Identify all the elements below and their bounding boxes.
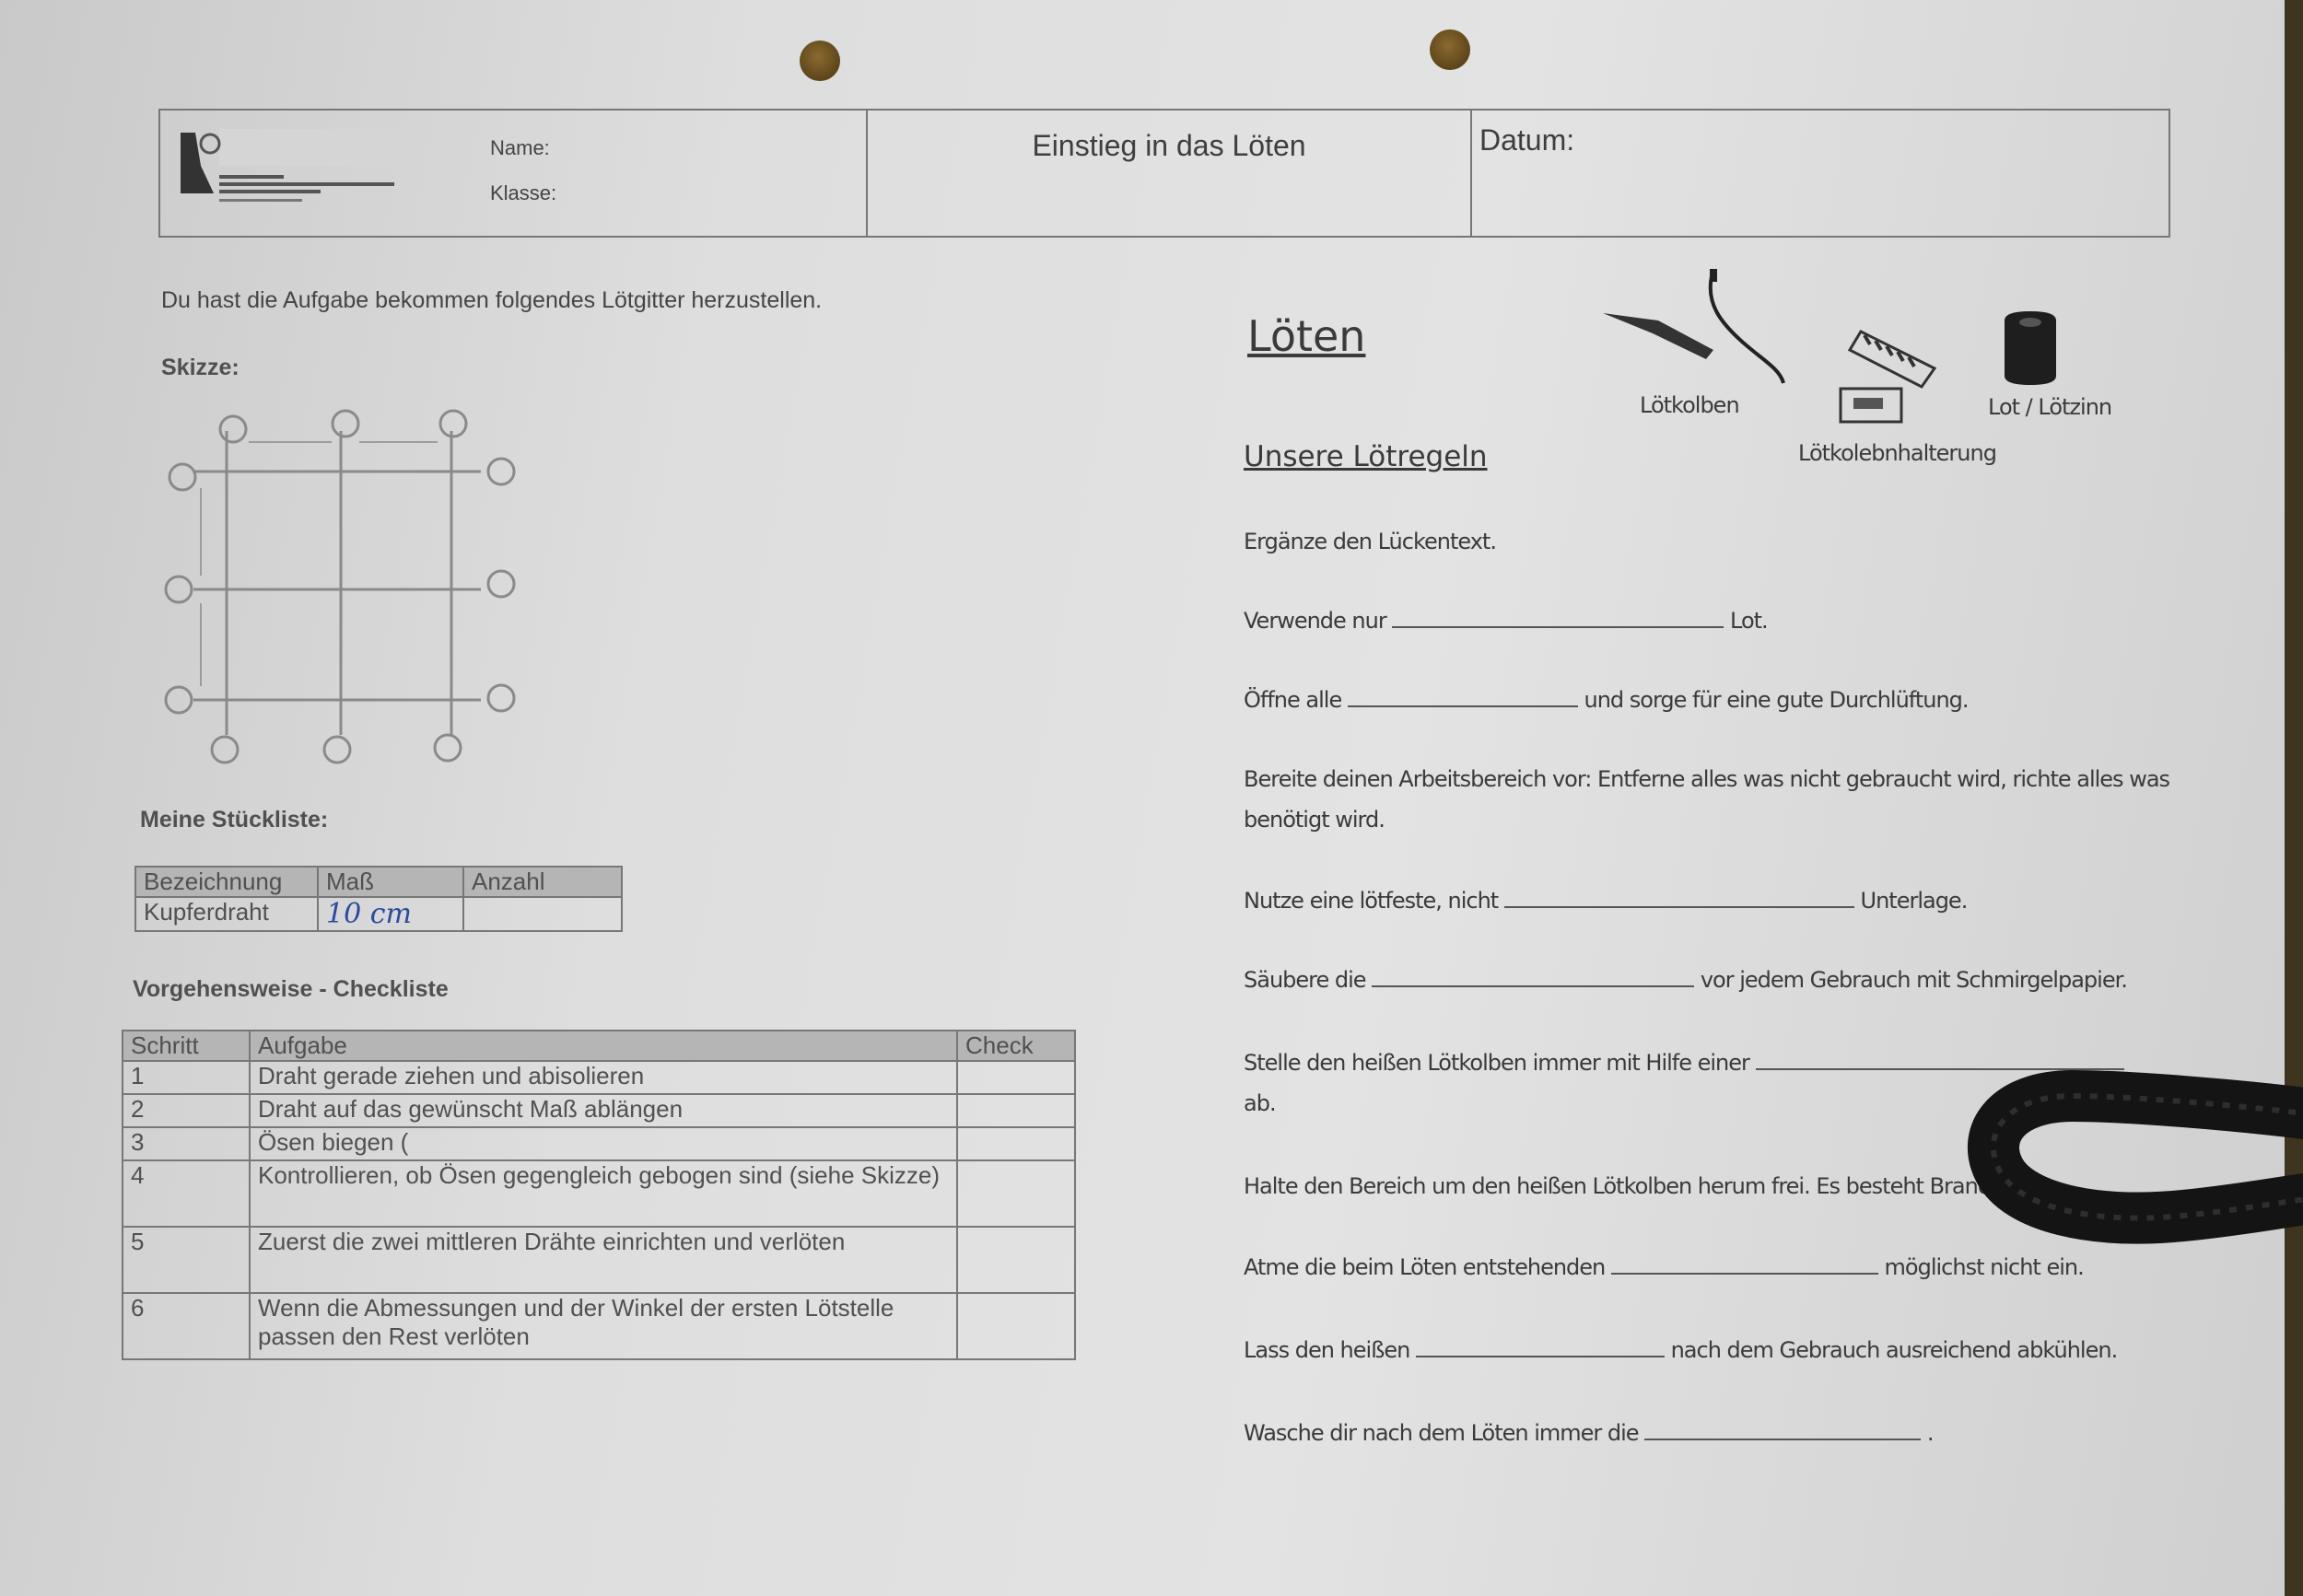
fill-in-instruction: Ergänze den Lückentext. bbox=[1244, 529, 1496, 554]
fill-in-blank[interactable] bbox=[1504, 888, 1854, 908]
rule-text: Unterlage. bbox=[1860, 888, 1968, 914]
step-task: Wenn die Abmessungen und der Winkel der ersten Lötstelle passen den Rest verlöten bbox=[250, 1293, 957, 1359]
tool-label-iron: Lötkolben bbox=[1640, 392, 1739, 418]
punch-hole-left bbox=[800, 41, 840, 81]
solder-grid-sketch bbox=[157, 405, 525, 774]
checklist-header-row bbox=[123, 1031, 1075, 1061]
name-label: Name: bbox=[490, 136, 550, 159]
rule-line bbox=[1244, 1337, 2117, 1363]
step-task: Draht auf das gewünscht Maß ablängen bbox=[250, 1094, 957, 1127]
rule-text: und sorge für eine gute Durchlüftung. bbox=[1584, 687, 1969, 713]
checklist-header-cell: Check bbox=[957, 1031, 1075, 1061]
rule-text: Nutze eine lötfeste, nicht bbox=[1244, 888, 1499, 914]
rule-line: Halte den Bereich um den heißen Lötkolben herum frei. Es besteht Brandge bbox=[1244, 1173, 2017, 1199]
section-title: Löten bbox=[1247, 311, 1366, 361]
checklist-header-cell: Schritt bbox=[123, 1031, 250, 1061]
fill-in-blank[interactable] bbox=[1416, 1337, 1665, 1357]
step-check bbox=[957, 1293, 1075, 1359]
parts-cell bbox=[463, 897, 622, 931]
checklist-table bbox=[122, 1030, 1076, 1360]
table-row bbox=[123, 1227, 1075, 1293]
tool-label-holder: Lötkolebnhalterung bbox=[1798, 440, 1996, 466]
checklist-label: Vorgehensweise - Checkliste bbox=[133, 976, 449, 1002]
rule-line: ab. bbox=[1244, 1090, 1276, 1116]
checklist-header-cell: Aufgabe bbox=[250, 1031, 957, 1061]
parts-table bbox=[134, 866, 623, 932]
step-check bbox=[957, 1127, 1075, 1160]
rule-text: Wasche dir nach dem Löten immer die bbox=[1244, 1420, 1639, 1446]
step-check bbox=[957, 1227, 1075, 1293]
step-task: Draht gerade ziehen und abisolieren bbox=[250, 1061, 957, 1094]
sketch-label: Skizze: bbox=[161, 355, 240, 380]
tool-label-solder: Lot / Lötzinn bbox=[1988, 394, 2112, 420]
rule-text: Verwende nur bbox=[1244, 608, 1386, 634]
class-label: Klasse: bbox=[490, 181, 557, 204]
table-row bbox=[123, 1061, 1075, 1094]
rule-text: Stelle den heißen Lötkolben immer mit Hilfe einer bbox=[1244, 1050, 1749, 1076]
rule-line bbox=[1244, 1420, 1934, 1446]
parts-header-row bbox=[135, 867, 622, 897]
step-task: Ösen biegen ( bbox=[250, 1127, 957, 1160]
rule-text: Atme die beim Löten entstehenden bbox=[1244, 1254, 1606, 1280]
header-date-cell bbox=[1472, 111, 2169, 236]
step-number: 6 bbox=[123, 1293, 250, 1359]
rule-line bbox=[1244, 687, 1969, 713]
rule-text: vor jedem Gebrauch mit Schmirgelpapier. bbox=[1700, 967, 2127, 993]
date-label: Datum: bbox=[1479, 123, 1575, 157]
step-check bbox=[957, 1061, 1075, 1094]
rule-text: . bbox=[1926, 1420, 1934, 1446]
lanyard-cord bbox=[1907, 1059, 2303, 1280]
header-box bbox=[158, 109, 2170, 238]
step-task: Zuerst die zwei mittleren Drähte einrichten und verlöten bbox=[250, 1227, 957, 1293]
table-row bbox=[123, 1293, 1075, 1359]
worksheet-title: Einstieg in das Löten bbox=[1032, 129, 1306, 162]
rule-text: Lot. bbox=[1730, 608, 1768, 634]
header-name-cell bbox=[160, 111, 868, 236]
punch-hole-right bbox=[1430, 29, 1470, 70]
rule-text: Öffne alle bbox=[1244, 687, 1342, 713]
fill-in-blank[interactable] bbox=[1611, 1254, 1878, 1275]
step-number: 3 bbox=[123, 1127, 250, 1160]
rules-title: Unsere Lötregeln bbox=[1244, 440, 1488, 473]
task-intro: Du hast die Aufgabe bekommen folgendes Lötgitter herzustellen. bbox=[161, 287, 823, 313]
parts-cell-handwritten: 10 cm bbox=[318, 897, 463, 931]
rule-text: möglichst nicht ein. bbox=[1884, 1254, 2084, 1280]
rule-line: Bereite deinen Arbeitsbereich vor: Entferne alles was nicht gebraucht wird, richte alles was bbox=[1244, 766, 2170, 792]
iron-holder-icon bbox=[1833, 322, 1953, 433]
rule-text: Lass den heißen bbox=[1244, 1337, 1410, 1363]
table-row bbox=[123, 1160, 1075, 1227]
header-title-cell bbox=[868, 111, 1472, 236]
school-logo bbox=[173, 129, 408, 217]
soldering-iron-icon bbox=[1603, 267, 1796, 396]
parts-header-cell: Bezeichnung bbox=[135, 867, 318, 897]
solder-wire-icon bbox=[1999, 311, 2063, 385]
parts-cell: Kupferdraht bbox=[135, 897, 318, 931]
step-number: 1 bbox=[123, 1061, 250, 1094]
fill-in-blank[interactable] bbox=[1348, 687, 1578, 707]
step-number: 2 bbox=[123, 1094, 250, 1127]
rule-line: benötigt wird. bbox=[1244, 807, 1385, 833]
step-check bbox=[957, 1160, 1075, 1227]
rule-text: Säubere die bbox=[1244, 967, 1366, 993]
fill-in-blank[interactable] bbox=[1392, 608, 1724, 628]
step-task: Kontrollieren, ob Ösen gegengleich gebogen sind (siehe Skizze) bbox=[250, 1160, 957, 1227]
parts-header-cell: Anzahl bbox=[463, 867, 622, 897]
table-row bbox=[123, 1127, 1075, 1160]
step-number: 4 bbox=[123, 1160, 250, 1227]
rule-line bbox=[1244, 967, 2127, 993]
rule-line bbox=[1244, 608, 1768, 634]
fill-in-blank[interactable] bbox=[1372, 967, 1694, 987]
table-row bbox=[123, 1094, 1075, 1127]
fill-in-blank[interactable] bbox=[1644, 1420, 1921, 1440]
rule-text: nach dem Gebrauch ausreichend abkühlen. bbox=[1670, 1337, 2118, 1363]
rule-line bbox=[1244, 888, 1967, 914]
step-number: 5 bbox=[123, 1227, 250, 1293]
parts-header-cell: Maß bbox=[318, 867, 463, 897]
step-check bbox=[957, 1094, 1075, 1127]
table-row bbox=[135, 897, 622, 931]
parts-list-label: Meine Stückliste: bbox=[140, 807, 329, 833]
